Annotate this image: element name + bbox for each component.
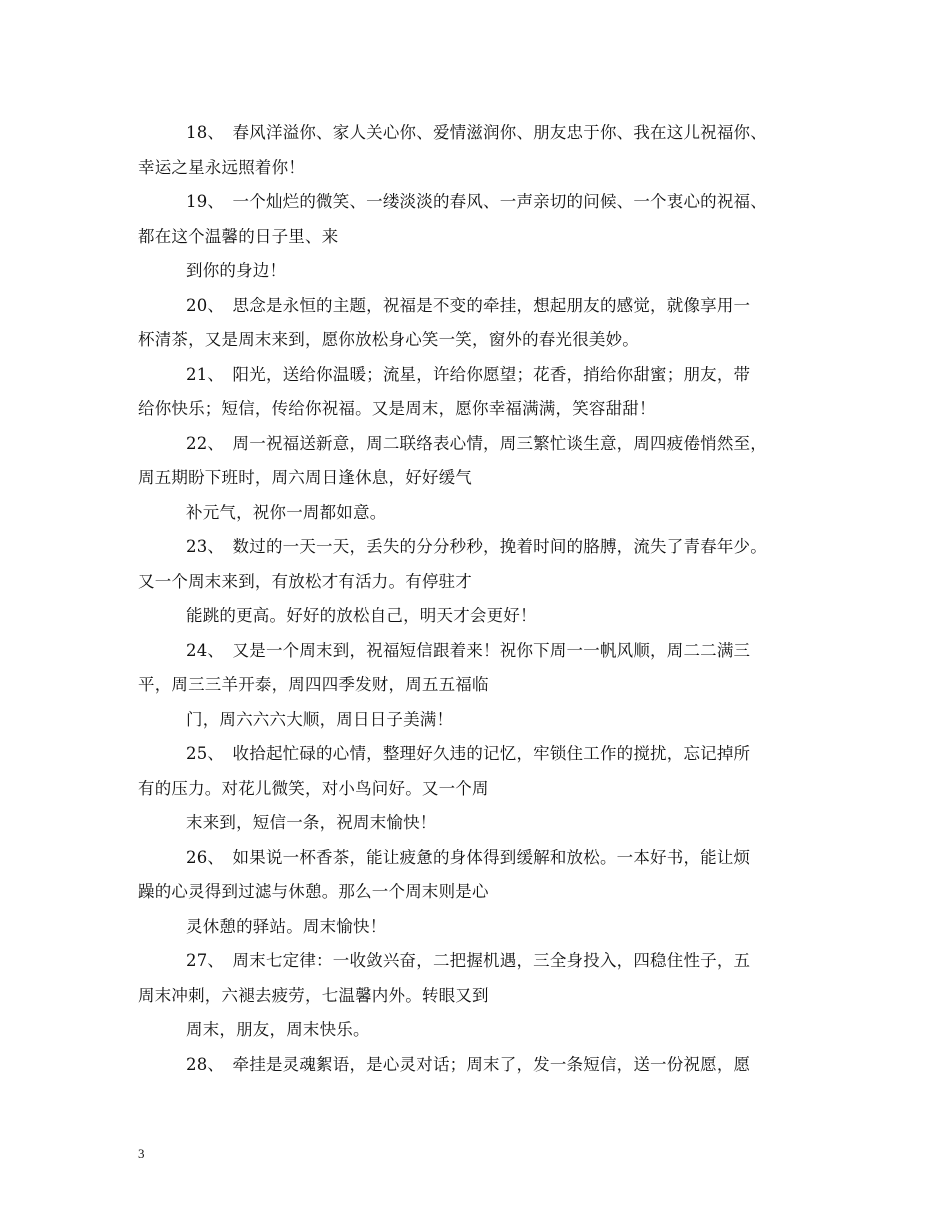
text-line: 26、 如果说一杯香茶，能让疲惫的身体得到缓解和放松。一本好书，能让烦: [186, 847, 751, 867]
body-text: [138, 116, 838, 1082]
text-line: 23、 数过的一天一天，丢失的分分秒秒，挽着时间的胳膊，流失了青春年少。: [186, 537, 767, 556]
text-line: 又一个周末来到，有放松才有活力。有停驻才: [138, 571, 472, 591]
text-line: 补元气，祝你一周都如意。: [186, 502, 387, 522]
text-line: 22、 周一祝福送新意，周二联络表心情，周三繁忙谈生意，周四疲倦悄然至，: [186, 433, 767, 453]
text-line: 18、 春风洋溢你、家人关心你、爱情滋润你、朋友忠于你、我在这儿祝福你、: [186, 123, 767, 142]
text-line: 周末，朋友，周末快乐。: [186, 1020, 370, 1039]
text-line: 能跳的更高。好好的放松自己，明天才会更好！: [186, 606, 537, 625]
text-line: 19、 一个灿烂的微笑、一缕淡淡的春风、一声亲切的问候、一个衷心的祝福、: [186, 192, 767, 211]
text-line: 杯清茶，又是周末来到，愿你放松身心笑一笑，窗外的春光很美妙。: [138, 330, 639, 349]
text-line: 末来到，短信一条，祝周末愉快！: [186, 813, 437, 832]
text-line: 躁的心灵得到过滤与休憩。那么一个周末则是心: [138, 882, 489, 901]
text-line: 到你的身边！: [186, 261, 287, 280]
text-line: 21、 阳光，送给你温暖；流星，许给你愿望；花香，捎给你甜蜜；朋友，带: [186, 364, 751, 384]
text-line: 幸运之星永远照着你！: [138, 157, 305, 177]
text-line: 27、 周末七定律：一收敛兴奋，二把握机遇，三全身投入，四稳住性子，五: [186, 951, 751, 970]
text-line: 都在这个温馨的日子里、来: [138, 226, 339, 246]
text-line: 25、 收拾起忙碌的心情，整理好久违的记忆，牢锁住工作的搅扰，忘记掉所: [186, 744, 751, 763]
text-line: 28、 牵挂是灵魂絮语，是心灵对话；周末了，发一条短信，送一份祝愿，愿: [186, 1054, 751, 1074]
text-line: 平，周三三羊开泰，周四四季发财，周五五福临: [138, 675, 489, 694]
text-line: 有的压力。对花儿微笑，对小鸟问好。又一个周: [138, 778, 489, 798]
text-line: 给你快乐；短信，传给你祝福。又是周末，愿你幸福满满，笑容甜甜！: [138, 399, 656, 418]
text-line: 20、 思念是永恒的主题，祝福是不变的牵挂，想起朋友的感觉，就像享用一: [186, 295, 751, 315]
text-line: 周五期盼下班时，周六周日逢休息，好好缓气: [138, 468, 472, 487]
text-line: 周末冲刺，六褪去疲劳，七温馨内外。转眼又到: [138, 985, 489, 1005]
text-line: 灵休憩的驿站。周末愉快！: [186, 916, 387, 936]
text-line: 门，周六六六大顺，周日日子美满！: [186, 709, 454, 729]
page-number: 3: [138, 1146, 145, 1161]
text-line: 24、 又是一个周末到，祝福短信跟着来！祝你下周一一帆风顺，周二二满三: [186, 640, 751, 660]
